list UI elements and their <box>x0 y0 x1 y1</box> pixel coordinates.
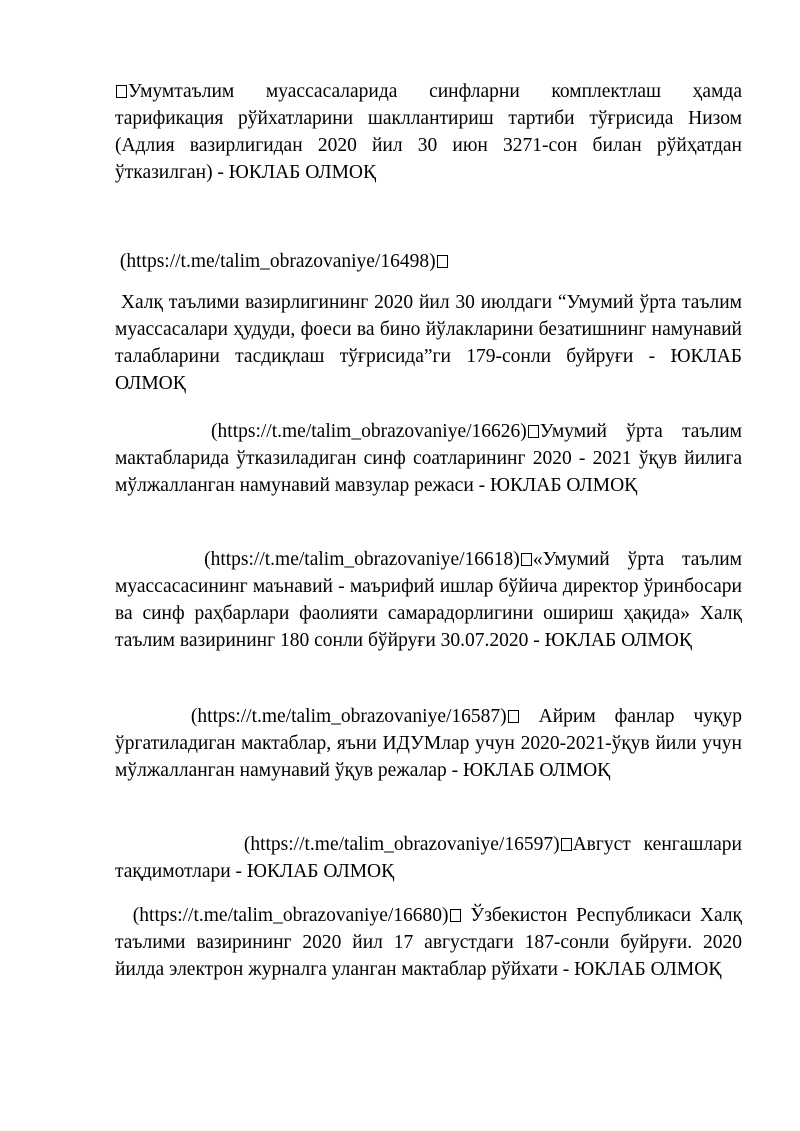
telegram-link[interactable]: (https://t.me/talim_obrazovaniye/16498) <box>119 251 436 272</box>
paragraph-text: Айрим фанлар чуқур ўргатиладиган мактаблар, яъни ИДУМлар учун 2020-2021-ўқув йили учун мўлжалланган намунавий ўқув режалар - ЮКЛАБ ОЛМОҚ <box>115 706 743 781</box>
paragraph-text: «Умумий ўрта таълим муассасасининг маънавий - маърифий ишлар бўйича директор ўринбосари ва синф раҳбарлари фаолияти самарадорлигини ошириш ҳақида» Халқ таълим вазирининг 180 сонли бўйруғи 30.07.2020 - ЮКЛАБ ОЛМОҚ <box>115 549 742 651</box>
paragraph-2 <box>115 248 742 275</box>
missing-glyph-box-icon <box>561 838 572 851</box>
paragraph-6 <box>115 703 742 784</box>
missing-glyph-box-icon <box>508 710 519 723</box>
telegram-link[interactable]: (https://t.me/talim_obrazovaniye/16597) <box>243 834 560 855</box>
paragraph-text: Халқ таълими вазирлигининг 2020 йил 30 июлдаги “Умумий ўрта таълим муассасалари ҳудуди, фоеси ва бино йўлакларини безатишнинг намунавий талабларини тасдиқлаш тўғрисида”ги 179-сонли буйруғи - ЮКЛАБ ОЛМОҚ <box>115 292 743 394</box>
telegram-link[interactable]: (https://t.me/talim_obrazovaniye/16587) <box>190 706 507 727</box>
paragraph-3 <box>115 289 742 397</box>
paragraph-5 <box>115 546 742 654</box>
telegram-link[interactable]: (https://t.me/talim_obrazovaniye/16680) <box>132 905 449 926</box>
missing-glyph-box-icon <box>450 909 461 922</box>
paragraph-text: Умумий ўрта таълим мактабларида ўтказиладиган синф соатларининг 2020 - 2021 ўқув йилига мўлжалланган намунавий мавзулар режаси - ЮКЛАБ ОЛМОҚ <box>115 421 742 496</box>
telegram-link[interactable]: (https://t.me/talim_obrazovaniye/16626) <box>211 421 527 442</box>
paragraph-7 <box>115 831 742 885</box>
paragraph-text: Умумтаълим муассасаларида синфларни комплектлаш ҳамда тарификация рўйхатларини шакллантириш тартиби тўғрисида Низом (Адлия вазирлигидан 2020 йил 30 июн 3271-сон билан рўйҳатдан ўтказилган) - ЮКЛАБ ОЛМОҚ <box>115 81 742 183</box>
paragraph-4 <box>115 418 742 499</box>
paragraph-8 <box>115 902 742 983</box>
telegram-link[interactable]: (https://t.me/talim_obrazovaniye/16618) <box>204 549 520 570</box>
missing-glyph-box-icon <box>437 255 448 268</box>
missing-glyph-box-icon <box>521 553 532 566</box>
paragraph-1 <box>115 78 742 186</box>
paragraph-text: Ўзбекистон Республикаси Халқ таълими вазирининг 2020 йил 17 августдаги 187-сонли буйруғи. 2020 йилда электрон журналга уланган мактаблар рўйхати - ЮКЛАБ ОЛМОҚ <box>115 905 743 980</box>
missing-glyph-box-icon <box>528 425 539 438</box>
missing-glyph-box-icon <box>116 85 127 98</box>
paragraph-text: Август кенгашлари тақдимотлари - ЮКЛАБ ОЛМОҚ <box>115 834 742 882</box>
